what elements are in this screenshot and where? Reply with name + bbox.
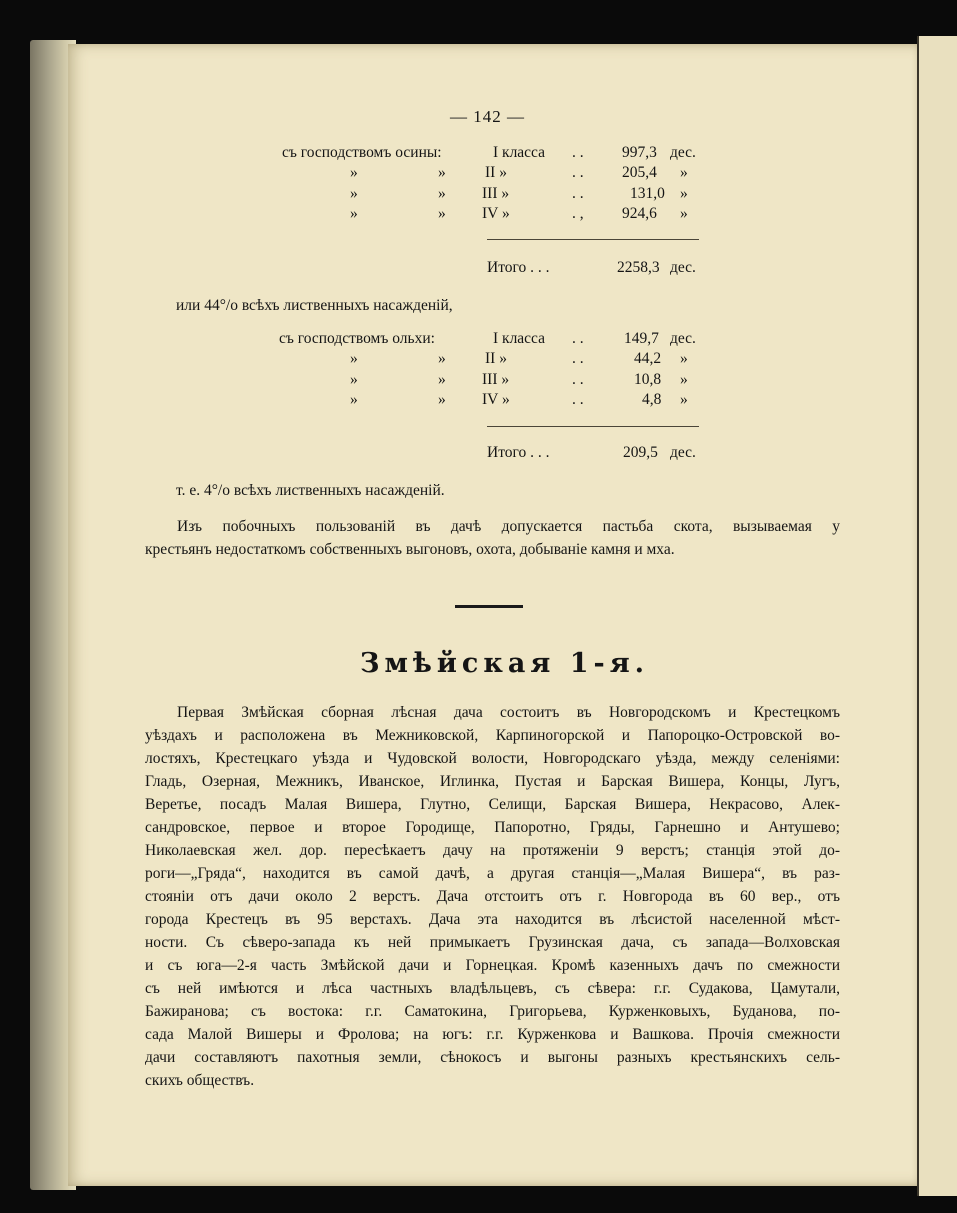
row-dots: . .	[572, 164, 584, 181]
row-class: I класса	[493, 330, 546, 347]
row-class: II »	[485, 164, 507, 181]
row-ditto: »	[438, 391, 446, 408]
row-label: »	[350, 185, 358, 202]
row-class: II »	[485, 350, 507, 367]
paragraph-line: уѣздахъ и расположена въ Межниковской, Карпиногорской и Папороцко-Островской во-	[145, 727, 840, 744]
total-value: 209,5	[623, 444, 658, 461]
section-title: Змѣйская 1-я.	[360, 648, 650, 679]
row-value: 997,3	[622, 144, 657, 161]
row-unit: »	[680, 391, 688, 408]
row-ditto: »	[438, 205, 446, 222]
paragraph-line: и съ юга—2-я часть Змѣйской дачи и Горнецкая. Кромѣ казенныхъ дачъ по смежности	[145, 957, 840, 974]
paragraph-line: скихъ обществъ.	[145, 1072, 255, 1089]
row-label: съ господствомъ ольхи:	[279, 330, 435, 347]
row-value: 131,0	[630, 185, 665, 202]
row-dots: . .	[572, 330, 584, 347]
row-unit: »	[680, 205, 688, 222]
row-label: »	[350, 371, 358, 388]
row-label: »	[350, 391, 358, 408]
paragraph-line: Николаевская жел. дор. пересѣкаетъ дачу на протяженіи 9 верстъ; станція этой до-	[145, 842, 840, 859]
description-paragraph	[145, 701, 840, 1092]
row-dots: . ,	[572, 205, 584, 222]
row-label: »	[350, 205, 358, 222]
paragraph-line: лостяхъ, Крестецкаго уѣзда и Чудовской волости, Новгородскаго уѣзда, между селеніями:	[145, 750, 840, 767]
page-number: — 142 —	[450, 107, 525, 126]
paragraph-line: сада Малой Вишеры и Фролова; на югъ: г.г. Курженкова и Вашкова. Прочія смежности	[145, 1026, 840, 1043]
total-unit: дес.	[670, 444, 696, 461]
row-value: 924,6	[622, 205, 657, 222]
paragraph-line: Веретье, посадъ Малая Вишера, Глутно, Селищи, Барская Вишера, Некрасово, Алек-	[145, 796, 840, 813]
paragraph-line: сандровское, первое и второе Городище, Папоротно, Гряды, Гарнешно и Антушево;	[145, 819, 840, 836]
row-class: III »	[482, 185, 510, 202]
row-ditto: »	[438, 350, 446, 367]
paragraph-line: крестьянъ недостаткомъ собственныхъ выгоновъ, охота, добываніе камня и мха.	[145, 541, 675, 558]
row-label: »	[350, 350, 358, 367]
paragraph-line: роги—„Гряда“, находится въ самой дачѣ, а другая станція—„Малая Вишера“, въ раз-	[145, 865, 840, 882]
paragraph-line: стояніи отъ дачи около 2 верстъ. Дача отстоитъ отъ г. Новгорода въ 60 вер., отъ	[145, 888, 840, 905]
row-unit: »	[680, 164, 688, 181]
side-uses-paragraph	[145, 515, 840, 561]
row-value: 205,4	[622, 164, 657, 181]
paragraph-line: ности. Съ сѣверо-запада къ ней примыкаетъ Грузинская дача, съ запада—Волховская	[145, 934, 840, 951]
paragraph-line: города Крестецъ въ 95 верстахъ. Дача эта находится въ лѣсистой населенной мѣст-	[145, 911, 840, 928]
row-ditto: »	[438, 164, 446, 181]
row-label: »	[350, 164, 358, 181]
row-dots: . .	[572, 350, 584, 367]
total-rule	[487, 426, 699, 427]
row-dots: . .	[572, 144, 584, 161]
row-label: съ господствомъ осины:	[282, 144, 442, 161]
row-value: 4,8	[642, 391, 662, 408]
row-ditto: »	[438, 185, 446, 202]
row-unit: »	[680, 371, 688, 388]
paragraph-line: Изъ побочныхъ пользованій въ дачѣ допускается пастьба скота, вызываемая у	[177, 518, 840, 535]
total-unit: дес.	[670, 259, 696, 276]
adjacent-page-edge	[917, 36, 957, 1196]
row-class: I класса	[493, 144, 546, 161]
total-label: Итого . . .	[487, 444, 550, 461]
row-ditto: »	[438, 371, 446, 388]
share-note: т. е. 4°/о всѣхъ лиственныхъ насажденій.	[176, 482, 445, 499]
row-value: 149,7	[624, 330, 659, 347]
paragraph-line: съ ней имѣются и лѣса частныхъ владѣльцевъ, съ сѣвера: г.г. Судакова, Цамутали,	[145, 980, 840, 997]
paragraph-line: Первая Змѣйская сборная лѣсная дача состоитъ въ Новгородскомъ и Крестецкомъ	[177, 704, 840, 721]
paragraph-line: дачи составляютъ пахотныя земли, сѣнокосъ и выгоны разныхъ крестьянскихъ сель-	[145, 1049, 840, 1066]
row-class: III »	[482, 371, 510, 388]
row-dots: . .	[572, 391, 584, 408]
share-note: или 44°/о всѣхъ лиственныхъ насажденій,	[176, 297, 453, 314]
section-divider	[455, 605, 523, 608]
row-value: 44,2	[634, 350, 662, 367]
row-class: IV »	[482, 205, 510, 222]
row-dots: . .	[572, 371, 584, 388]
paragraph-line: Бажиранова; съ востока: г.г. Саматокина, Григорьева, Курженковыхъ, Буданова, по-	[145, 1003, 840, 1020]
row-dots: . .	[572, 185, 584, 202]
total-label: Итого . . .	[487, 259, 550, 276]
paragraph-line: Гладь, Озерная, Межникъ, Иванское, Иглинка, Пустая и Барская Вишера, Концы, Лугъ,	[145, 773, 840, 790]
row-value: 10,8	[634, 371, 662, 388]
row-unit: »	[680, 185, 688, 202]
row-class: IV »	[482, 391, 510, 408]
row-unit: дес.	[670, 330, 696, 347]
row-unit: »	[680, 350, 688, 367]
total-rule	[487, 239, 699, 240]
row-unit: дес.	[670, 144, 696, 161]
total-value: 2258,3	[617, 259, 660, 276]
